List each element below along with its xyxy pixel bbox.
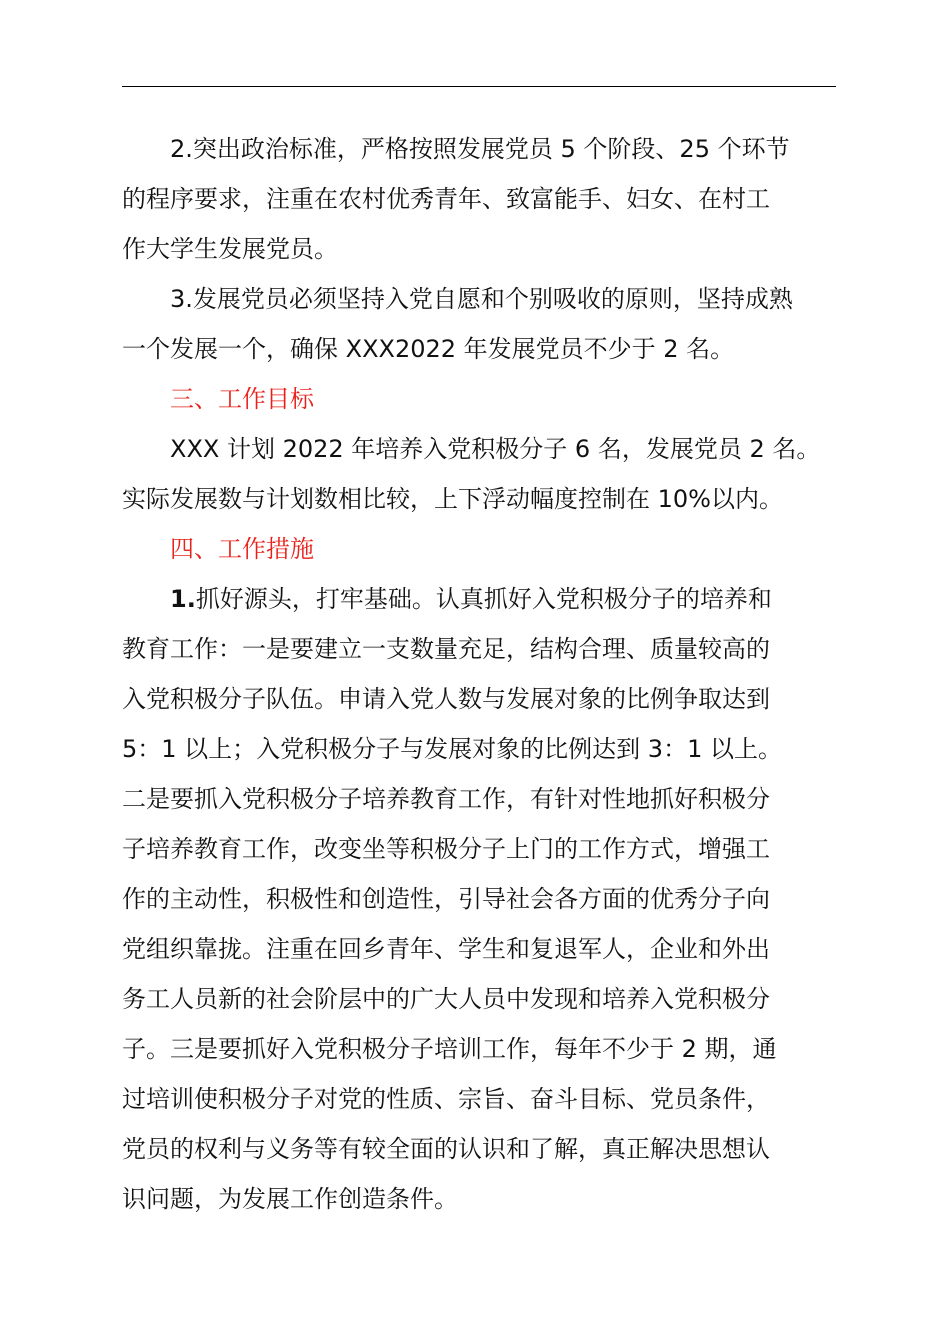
measure-item-1	[122, 574, 838, 624]
text-line: 入党积极分子队伍。申请入党人数与发展对象的比例争取达到	[122, 685, 770, 713]
paragraph-3	[122, 274, 838, 324]
text-line: 2.突出政治标准，严格按照发展党员 5 个阶段、25 个环节	[170, 135, 790, 163]
work-goals-paragraph-continued	[122, 474, 838, 524]
text-line	[122, 574, 838, 624]
text-line: 党组织靠拢。注重在回乡青年、学生和复退军人，企业和外出	[122, 935, 770, 963]
section-heading-work-goals: 三、工作目标	[170, 385, 314, 413]
text-line: 教育工作：一是要建立一支数量充足，结构合理、质量较高的	[122, 635, 770, 663]
text-line: 子培养教育工作，改变坐等积极分子上门的工作方式，增强工	[122, 835, 770, 863]
text-line: 作大学生发展党员。	[122, 235, 338, 263]
text-line: 5：1 以上；入党积极分子与发展对象的比例达到 3：1 以上。	[122, 735, 782, 763]
item-first-line: 抓好源头，打牢基础。认真抓好入党积极分子的培养和	[195, 585, 772, 613]
work-goals-paragraph	[122, 424, 838, 474]
text-line: 二是要抓入党积极分子培养教育工作，有针对性地抓好积极分	[122, 785, 770, 813]
measure-item-1-continued	[122, 624, 838, 1224]
text-line: 实际发展数与计划数相比较，上下浮动幅度控制在 10%以内。	[122, 485, 783, 513]
text-line: 党员的权利与义务等有较全面的认识和了解，真正解决思想认	[122, 1135, 770, 1163]
text-line: 的程序要求，注重在农村优秀青年、致富能手、妇女、在村工	[122, 185, 770, 213]
text-line: XXX 计划 2022 年培养入党积极分子 6 名，发展党员 2 名。	[170, 435, 821, 463]
text-line: 作的主动性，积极性和创造性，引导社会各方面的优秀分子向	[122, 885, 770, 913]
text-line: 过培训使积极分子对党的性质、宗旨、奋斗目标、党员条件，	[122, 1085, 770, 1113]
text-line: 识问题，为发展工作创造条件。	[122, 1185, 458, 1213]
section-heading-work-measures: 四、工作措施	[170, 535, 314, 563]
text-line: 务工人员新的社会阶层中的广大人员中发现和培养入党积极分	[122, 985, 770, 1013]
document-body	[122, 124, 838, 1224]
paragraph-3-continued	[122, 324, 838, 374]
paragraph-2-continued	[122, 174, 838, 274]
text-line: 一个发展一个，确保 XXX2022 年发展党员不少于 2 名。	[122, 335, 735, 363]
header-rule	[122, 86, 836, 87]
paragraph-2	[122, 124, 838, 174]
text-line: 子。三是要抓好入党积极分子培训工作，每年不少于 2 期，通	[122, 1035, 777, 1063]
text-line: 3.发展党员必须坚持入党自愿和个别吸收的原则，坚持成熟	[170, 285, 793, 313]
item-number: 1.	[170, 585, 196, 613]
